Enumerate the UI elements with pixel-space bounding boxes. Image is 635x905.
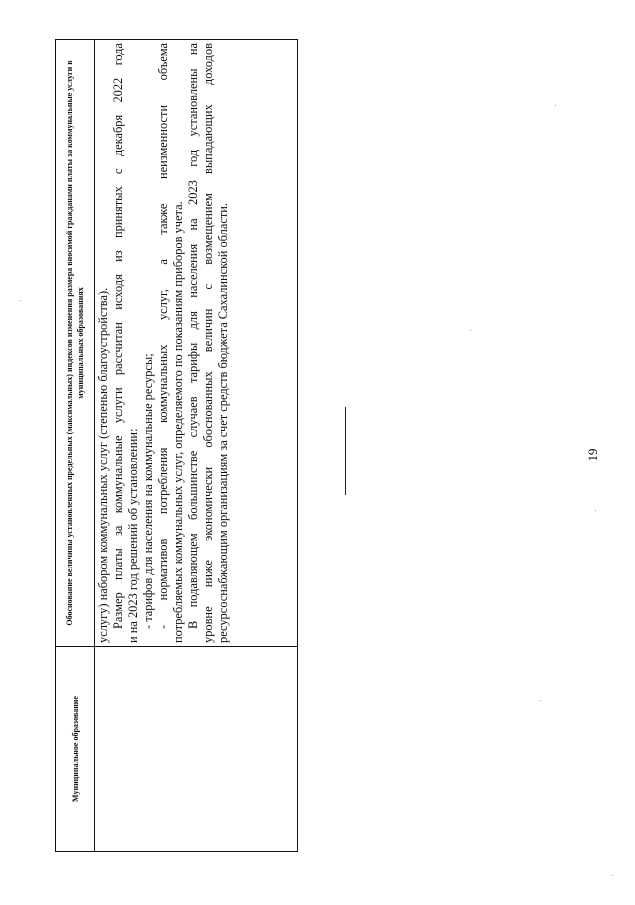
page-number: 19 <box>585 448 600 462</box>
text-line: В подавляющем большинстве случаев тарифы для населения на 2023 год установлены на <box>186 43 200 629</box>
separator-line <box>345 407 346 495</box>
table-row <box>95 40 298 852</box>
text-line: Размер платы за коммунальные услуги рассчитан исходя из принятых с декабря 2022 года <box>111 43 125 629</box>
scan-speck <box>470 330 471 331</box>
text-line: - тарифов для населения на коммунальные ресурсы; <box>141 353 155 629</box>
text-line: уровне ниже экономически обоснованных величин с возмещением выпадающих доходов <box>201 43 215 643</box>
text-line: услугу) набором коммунальных услуг (степенью благоустройства). <box>96 287 110 643</box>
header-justification: Обоснование величины установленных предельных (максимальных) индексов изменения размера вносимой гражданами платы за коммунальные услуги в муниципальных образованиях <box>56 40 95 647</box>
scan-speck <box>595 510 596 511</box>
scan-speck <box>612 875 613 876</box>
scan-speck <box>555 105 556 106</box>
text-line: потребляемых коммунальных услуг, определяемого по показаниям приборов учета. <box>171 201 185 643</box>
table-header-row <box>56 40 95 852</box>
cell-municipality <box>95 647 298 852</box>
cell-justification <box>95 40 298 647</box>
scan-speck <box>540 700 541 701</box>
scan-speck <box>20 300 21 301</box>
text-line: ресурсоснабжающим организациям за счет средств бюджета Сахалинской области. <box>216 203 230 643</box>
justification-table <box>55 39 298 852</box>
header-municipality: Муниципальное образование <box>56 647 95 852</box>
text-line: - нормативов потребления коммунальных услуг, а также неизменности объема <box>156 43 170 629</box>
text-line: и на 2023 год решений об установлении: <box>126 428 140 643</box>
